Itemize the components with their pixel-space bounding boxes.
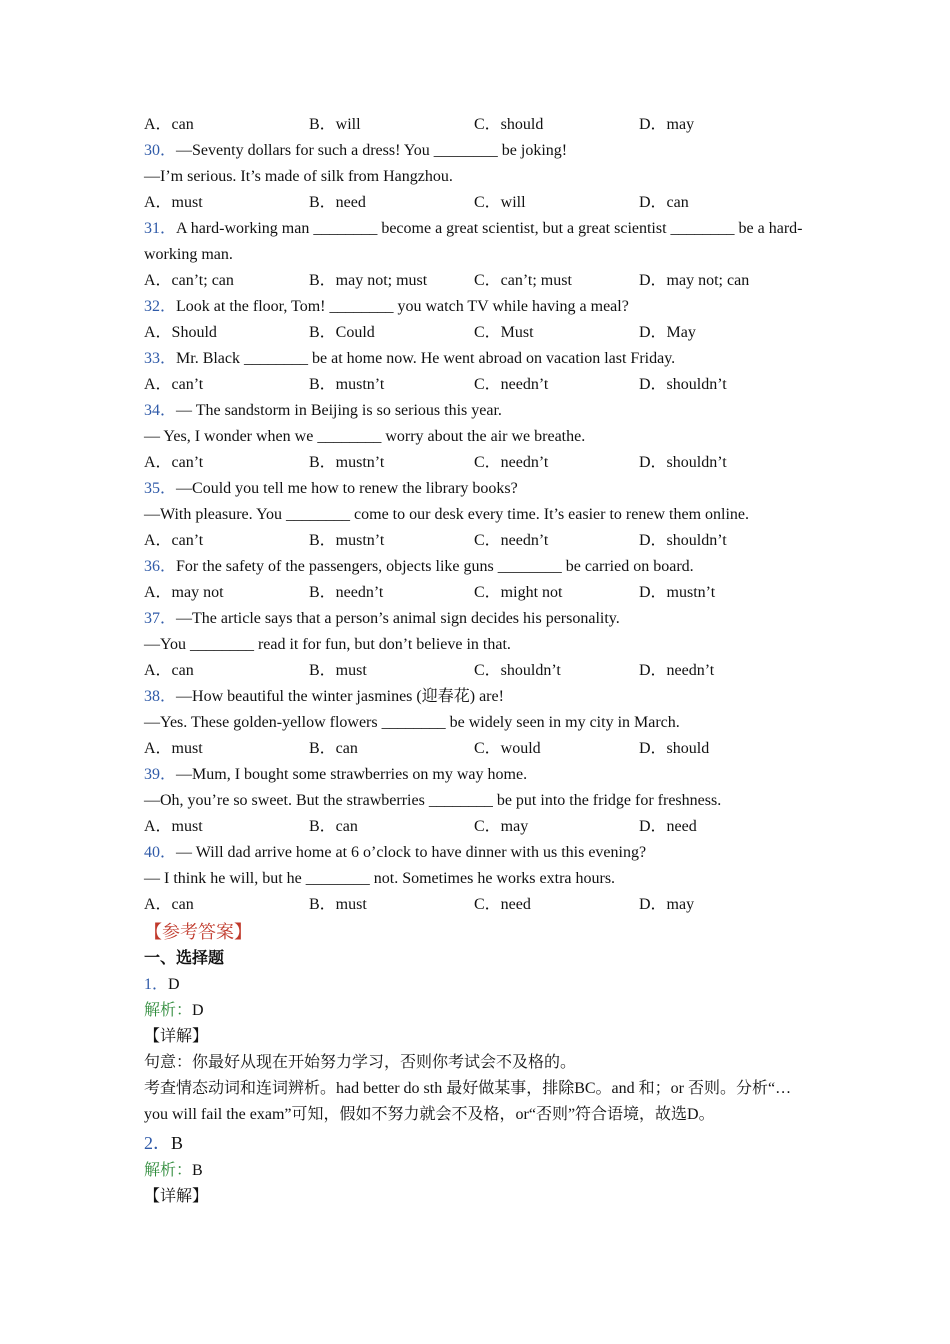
question-block bbox=[144, 398, 804, 476]
question-number: 38． bbox=[144, 688, 177, 705]
detail-text: 考查情态动词和连词辨析。had better do sth 最好做某事，排除BC。and 和；or 否则。分析“…you will fail the exam”可知，假如不努力就会不及格，or“否则”符合语境，故选D。 bbox=[144, 1080, 792, 1123]
options-row bbox=[144, 736, 804, 762]
option-a: A．must bbox=[144, 740, 203, 757]
option-d: D．can bbox=[639, 194, 689, 211]
option-b: B．must bbox=[309, 662, 367, 679]
section-heading: 一、选择题 bbox=[144, 950, 225, 967]
question-text: Mr. Black ________ be at home now. He went abroad on vacation last Friday. bbox=[176, 350, 676, 367]
option-c: C．might not bbox=[474, 584, 563, 601]
question-line bbox=[144, 684, 804, 710]
question-number: 37． bbox=[144, 610, 177, 627]
options-row bbox=[144, 112, 804, 138]
option-d: D．may bbox=[639, 116, 695, 133]
options-row bbox=[144, 580, 804, 606]
question-line bbox=[144, 710, 804, 736]
question-line bbox=[144, 294, 804, 320]
question-block bbox=[144, 476, 804, 554]
option-d: D．need bbox=[639, 818, 697, 835]
question-number: 34． bbox=[144, 402, 177, 419]
question-text: — Will dad arrive home at 6 o’clock to have dinner with us this evening? bbox=[176, 844, 647, 861]
option-b: B．mustn’t bbox=[309, 376, 385, 393]
option-a: A．can bbox=[144, 662, 194, 679]
option-c: C．Must bbox=[474, 324, 534, 341]
question-line bbox=[144, 840, 804, 866]
option-b: B．mustn’t bbox=[309, 532, 385, 549]
question-text: For the safety of the passengers, objects like guns ________ be carried on board. bbox=[176, 558, 694, 575]
option-b: B．must bbox=[309, 896, 367, 913]
analysis-1 bbox=[144, 998, 804, 1024]
option-d: D．may bbox=[639, 896, 695, 913]
option-a: A．Should bbox=[144, 324, 217, 341]
option-d: D．May bbox=[639, 324, 696, 341]
question-text: Look at the floor, Tom! ________ you watch TV while having a meal? bbox=[176, 298, 629, 315]
option-b: B．will bbox=[309, 116, 361, 133]
option-d: D．shouldn’t bbox=[639, 532, 727, 549]
question-text: A hard-working man ________ become a great scientist, but a great scientist ________ be a hard-working man. bbox=[144, 220, 803, 263]
option-a: A．can’t; can bbox=[144, 272, 234, 289]
options-row bbox=[144, 528, 804, 554]
option-c: C．will bbox=[474, 194, 526, 211]
option-b: B．mustn’t bbox=[309, 454, 385, 471]
question-number: 32． bbox=[144, 298, 177, 315]
question-text: —I’m serious. It’s made of silk from Hangzhou. bbox=[144, 168, 453, 185]
question-block bbox=[144, 606, 804, 684]
option-c: C．needn’t bbox=[474, 376, 549, 393]
question-text: —Oh, you’re so sweet. But the strawberries ________ be put into the fridge for freshness. bbox=[144, 792, 722, 809]
question-number: 30． bbox=[144, 142, 177, 159]
question-line bbox=[144, 866, 804, 892]
option-a: A．must bbox=[144, 818, 203, 835]
option-c: C．need bbox=[474, 896, 531, 913]
question-number: 33． bbox=[144, 350, 177, 367]
question-number: 39． bbox=[144, 766, 177, 783]
option-b: B．need bbox=[309, 194, 366, 211]
option-b: B．may not; must bbox=[309, 272, 428, 289]
option-b: B．can bbox=[309, 818, 358, 835]
option-c: C．may bbox=[474, 818, 529, 835]
option-a: A．may not bbox=[144, 584, 224, 601]
question-number: 40． bbox=[144, 844, 177, 861]
option-a: A．can bbox=[144, 896, 194, 913]
options-row bbox=[144, 814, 804, 840]
option-a: A．can bbox=[144, 116, 194, 133]
options-row bbox=[144, 658, 804, 684]
option-b: B．Could bbox=[309, 324, 375, 341]
question-text: —How beautiful the winter jasmines (迎春花) are! bbox=[176, 688, 504, 705]
question-text: — The sandstorm in Beijing is so serious this year. bbox=[176, 402, 502, 419]
analysis-value: D bbox=[192, 1002, 204, 1019]
question-number: 36． bbox=[144, 558, 177, 575]
option-d: D．needn’t bbox=[639, 662, 715, 679]
option-a: A．can’t bbox=[144, 532, 204, 549]
question-text: —Could you tell me how to renew the library books? bbox=[176, 480, 518, 497]
option-c: C．should bbox=[474, 116, 544, 133]
question-number: 35． bbox=[144, 480, 177, 497]
analysis-label: 解析： bbox=[144, 1002, 193, 1019]
answer-number: 2． bbox=[144, 1133, 171, 1153]
question-line bbox=[144, 788, 804, 814]
detail-label: 【详解】 bbox=[144, 1188, 209, 1205]
question-number: 31． bbox=[144, 220, 177, 237]
analysis-2 bbox=[144, 1158, 804, 1184]
options-row bbox=[144, 372, 804, 398]
option-c: C．needn’t bbox=[474, 454, 549, 471]
question-line bbox=[144, 476, 804, 502]
analysis-label: 解析： bbox=[144, 1162, 193, 1179]
answer-title: 【参考答案】 bbox=[144, 922, 252, 942]
question-block bbox=[144, 294, 804, 346]
question-block bbox=[144, 138, 804, 216]
question-line bbox=[144, 398, 804, 424]
option-d: D．mustn’t bbox=[639, 584, 716, 601]
question-line bbox=[144, 762, 804, 788]
question-line bbox=[144, 606, 804, 632]
options-row bbox=[144, 320, 804, 346]
option-c: C．can’t; must bbox=[474, 272, 572, 289]
question-block bbox=[144, 216, 804, 294]
question-line bbox=[144, 346, 804, 372]
question-line bbox=[144, 216, 804, 268]
question-list bbox=[144, 138, 804, 918]
document-page bbox=[144, 112, 804, 1210]
option-a: A．can’t bbox=[144, 454, 204, 471]
options-row bbox=[144, 450, 804, 476]
answer-1 bbox=[144, 972, 804, 998]
question-line bbox=[144, 164, 804, 190]
option-b: B．can bbox=[309, 740, 358, 757]
question-line bbox=[144, 424, 804, 450]
answer-letter: B bbox=[171, 1133, 184, 1153]
option-a: A．can’t bbox=[144, 376, 204, 393]
answer-letter: D bbox=[168, 976, 180, 993]
option-c: C．shouldn’t bbox=[474, 662, 561, 679]
question-line bbox=[144, 502, 804, 528]
question-text: —With pleasure. You ________ come to our desk every time. It’s easier to renew them online. bbox=[144, 506, 749, 523]
question-block bbox=[144, 840, 804, 918]
option-c: C．needn’t bbox=[474, 532, 549, 549]
question-text: —You ________ read it for fun, but don’t believe in that. bbox=[144, 636, 511, 653]
options-row bbox=[144, 190, 804, 216]
detail-label: 【详解】 bbox=[144, 1028, 209, 1045]
question-block bbox=[144, 554, 804, 606]
question-line bbox=[144, 632, 804, 658]
analysis-value: B bbox=[192, 1162, 203, 1179]
question-text: —Seventy dollars for such a dress! You ________ be joking! bbox=[176, 142, 568, 159]
option-d: D．should bbox=[639, 740, 710, 757]
options-row bbox=[144, 892, 804, 918]
question-text: —Mum, I bought some strawberries on my way home. bbox=[176, 766, 528, 783]
options-row bbox=[144, 268, 804, 294]
answer-section bbox=[144, 918, 804, 1210]
question-text: — Yes, I wonder when we ________ worry about the air we breathe. bbox=[144, 428, 586, 445]
question-line bbox=[144, 554, 804, 580]
question-text: — I think he will, but he ________ not. Sometimes he works extra hours. bbox=[144, 870, 616, 887]
question-text: —Yes. These golden-yellow flowers ________ be widely seen in my city in March. bbox=[144, 714, 680, 731]
option-d: D．shouldn’t bbox=[639, 376, 727, 393]
question-text: —The article says that a person’s animal sign decides his personality. bbox=[176, 610, 620, 627]
answer-2 bbox=[144, 1128, 804, 1158]
option-a: A．must bbox=[144, 194, 203, 211]
option-b: B．needn’t bbox=[309, 584, 384, 601]
question-block bbox=[144, 762, 804, 840]
question-block bbox=[144, 346, 804, 398]
option-c: C．would bbox=[474, 740, 541, 757]
answer-number: 1． bbox=[144, 976, 169, 993]
detail-text: 句意：你最好从现在开始努力学习，否则你考试会不及格的。 bbox=[144, 1054, 577, 1071]
option-d: D．shouldn’t bbox=[639, 454, 727, 471]
option-d: D．may not; can bbox=[639, 272, 750, 289]
question-block bbox=[144, 684, 804, 762]
question-line bbox=[144, 138, 804, 164]
